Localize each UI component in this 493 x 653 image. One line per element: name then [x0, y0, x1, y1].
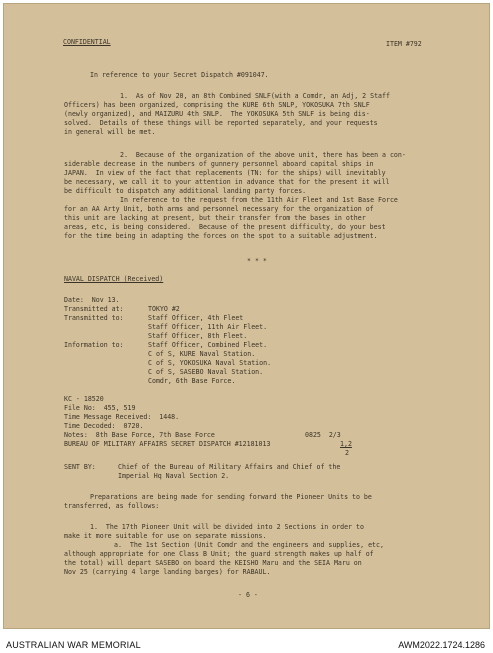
page-number: - 6 - — [238, 591, 258, 599]
para1-line: Officers) has been organized, comprising the KURE 6th SNLP, YOKOSUKA 7th SNLF — [64, 101, 370, 109]
para2-line: for the time being in adapting the forces on the spot to a suitable adjustment. — [64, 232, 378, 240]
footer-reference: AWM2022.1724.1286 — [398, 640, 485, 650]
information-to-label: Information to: — [64, 341, 124, 349]
transmitted-at-label: Transmitted at: — [64, 305, 124, 313]
item1-line: make it more suitable for use on separate missions. — [64, 532, 267, 540]
item1-line: although appropriate for one Class B Unit; the guard strength makes up half of — [64, 550, 374, 558]
transmitted-to-value: Staff Officer, 4th Fleet — [148, 314, 244, 322]
item1-line: a. The 1st Section (Unit Comdr and the engineers and supplies, etc, — [114, 541, 384, 549]
time-received: Time Message Received: 1448. — [64, 413, 180, 421]
prep-line: transferred, as follows: — [64, 502, 160, 510]
information-to-value: Comdr, 6th Base Force. — [148, 377, 236, 385]
para2-line: 2. Because of the organization of the above unit, there has been a con- — [120, 151, 406, 159]
transmitted-to-label: Transmitted to: — [64, 314, 124, 322]
time-decoded: Time Decoded: 0720. — [64, 422, 144, 430]
para2-line: be necessary, we call it to your attention in advance that for the present it will — [64, 178, 390, 186]
document-page — [3, 3, 490, 629]
para2-line: siderable decrease in the numbers of gunnery personnel aboard capital ships in — [64, 160, 374, 168]
kc-number: KC - 18520 — [64, 395, 104, 403]
notes-line: Notes: 8th Base Force, 7th Base Force — [64, 431, 215, 439]
prep-line: Preparations are being made for sending forward the Pioneer Units to be — [90, 493, 372, 501]
bureau-line: BUREAU OF MILITARY AFFAIRS SECRET DISPATCH #12181013 — [64, 440, 271, 448]
date-line: Date: Nov 13. — [64, 296, 120, 304]
information-to-value: C of S, SASEBO Naval Station. — [148, 368, 264, 376]
separator-stars: * * * — [247, 257, 267, 265]
dispatch-heading: NAVAL DISPATCH (Received) — [64, 275, 164, 283]
para2-line: In reference to the request from the 11th Air Fleet and 1st Base Force — [120, 196, 398, 204]
para1-line: solved. Details of these things will be reported separately, and your requests — [64, 119, 378, 127]
classification-header: CONFIDENTIAL — [63, 38, 111, 46]
transmitted-to-value: Staff Officer, 8th Fleet. — [148, 332, 248, 340]
sent-by-label: SENT BY: — [64, 463, 96, 471]
item1-line: 1. The 17th Pioneer Unit will be divided into 2 Sections in order to — [90, 523, 364, 531]
notes-reference: 0825 2/3 — [305, 431, 341, 439]
para1-line: in general will be met. — [64, 128, 156, 136]
bureau-fraction-bottom: 2 — [345, 449, 349, 457]
para2-line: JAPAN. In view of the fact that replacements (TN: for the ships) will inevitably — [64, 169, 386, 177]
information-to-value: C of S, KURE Naval Station. — [148, 350, 256, 358]
para2-line: this unit are lacking at present, but their transfer from the bases in other — [64, 214, 366, 222]
item-number: ITEM #792 — [386, 40, 422, 48]
item1-line: Nov 25 (carrying 4 large landing barges) for RABAUL. — [64, 568, 271, 576]
information-to-value: Staff Officer, Combined Fleet. — [148, 341, 268, 349]
transmitted-to-value: Staff Officer, 11th Air Fleet. — [148, 323, 268, 331]
para2-line: areas, etc, is being considered. Because of the present difficulty, do your best — [64, 223, 386, 231]
information-to-value: C of S, YOKOSUKA Naval Station. — [148, 359, 272, 367]
bureau-fraction-top: 1,2 — [340, 440, 352, 448]
para2-line: for an AA Arty Unit, both arms and personnel necessary for the organization of — [64, 205, 374, 213]
para1-line: 1. As of Nov 20, an 8th Combined SNLF(with a Comdr, an Adj, 2 Staff — [120, 92, 390, 100]
transmitted-at-value: TOKYO #2 — [148, 305, 180, 313]
footer-source: AUSTRALIAN WAR MEMORIAL — [6, 640, 141, 650]
archive-footer — [0, 629, 493, 653]
sent-by-line: Imperial Hq Naval Section 2. — [118, 472, 230, 480]
para2-line: be difficult to dispatch any additional landing party forces. — [64, 187, 307, 195]
sent-by-line: Chief of the Bureau of Military Affairs and Chief of the — [118, 463, 341, 471]
intro-line: In reference to your Secret Dispatch #091047. — [90, 71, 269, 79]
item1-line: the total) will depart SASEBO on board the KEISHO Maru and the SEIA Maru on — [64, 559, 362, 567]
para1-line: (newly organized), and MAIZURU 4th SNLP. The YOKOSUKA 5th SNLF is being dis- — [64, 110, 370, 118]
file-number: File No: 455, 519 — [64, 404, 136, 412]
